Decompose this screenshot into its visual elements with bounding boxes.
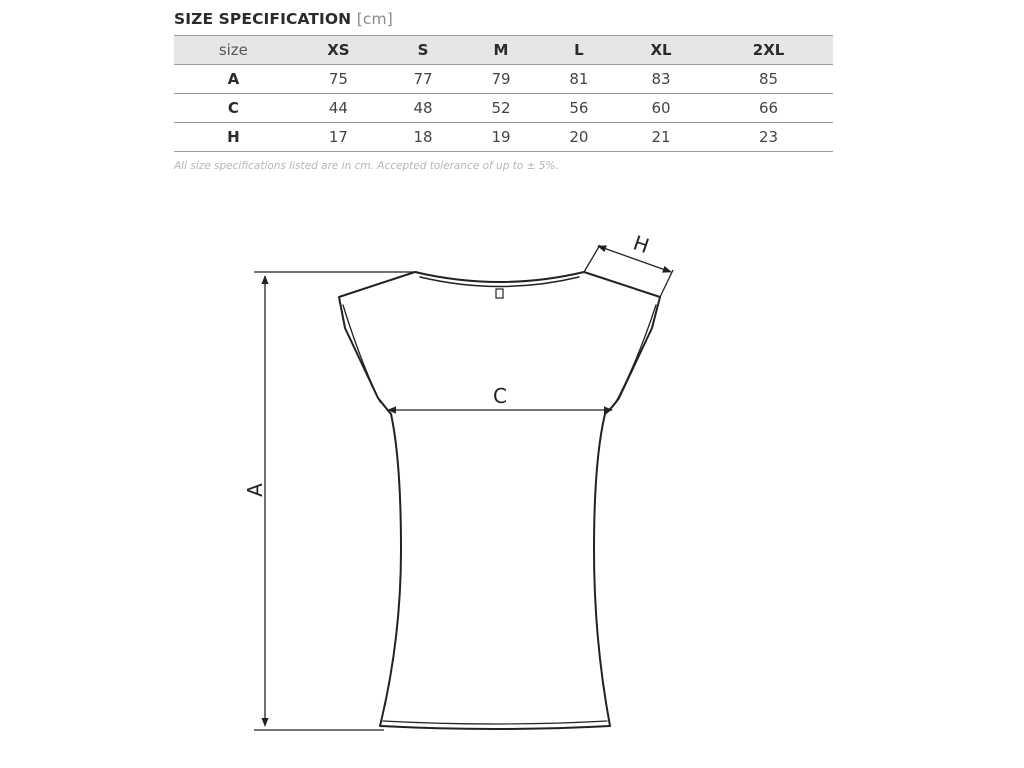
table-cell: 56: [569, 99, 589, 117]
table-cell: 79: [491, 70, 511, 88]
dress-outline: [339, 272, 660, 729]
header-l: L: [574, 41, 584, 59]
title-unit: [cm]: [356, 10, 393, 28]
header-s: S: [417, 41, 429, 59]
table-cell: 44: [328, 99, 348, 117]
table-cell: 21: [651, 128, 671, 146]
neck-label-icon: [496, 289, 503, 298]
row-label-h: H: [227, 128, 240, 146]
header-xs: XS: [327, 41, 350, 59]
header-m: M: [493, 41, 509, 59]
table-cell: 85: [759, 70, 779, 88]
table-cell: 75: [328, 70, 348, 88]
table-cell: 83: [651, 70, 671, 88]
table-cell: 23: [759, 128, 779, 146]
table-cell: 48: [413, 99, 433, 117]
dimension-h: [584, 245, 673, 297]
header-2xl: 2XL: [752, 41, 785, 59]
header-xl: XL: [650, 41, 672, 59]
title-text: SIZE SPECIFICATION: [174, 10, 352, 28]
table-cell: 20: [569, 128, 589, 146]
table-cell: 52: [491, 99, 511, 117]
table-cell: 66: [759, 99, 779, 117]
table-cell: 17: [328, 128, 348, 146]
label-h: H: [630, 230, 653, 259]
tolerance-note: All size specifications listed are in cm. Accepted tolerance of up to ± 5%.: [174, 160, 559, 172]
table-cell: 81: [569, 70, 589, 88]
label-a: A: [243, 483, 267, 497]
label-c: C: [493, 384, 507, 408]
row-label-a: A: [227, 70, 240, 88]
table-cell: 19: [491, 128, 511, 146]
header-size: size: [218, 41, 248, 59]
row-label-c: C: [227, 99, 239, 117]
table-cell: 60: [651, 99, 671, 117]
table-cell: 77: [413, 70, 433, 88]
table-cell: 18: [413, 128, 433, 146]
